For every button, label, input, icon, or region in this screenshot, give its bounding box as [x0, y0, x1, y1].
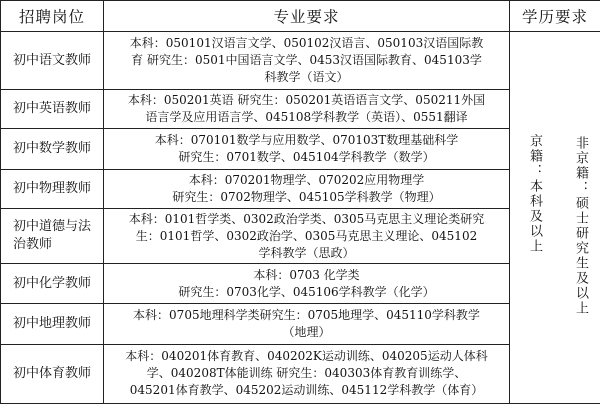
education-non-beijing: 非京籍：硕士研究生及以上: [573, 135, 588, 316]
position-cell: 初中体育教师: [1, 344, 104, 403]
major-cell: [104, 344, 510, 403]
major-line: 研究生：0702物理学、045105学科教学（物理）: [172, 189, 441, 204]
major-line: 本科：0101哲学类、0302政治学类、0305马克思主义理论类研究: [128, 211, 485, 226]
major-line: 本科：0703 化学类: [253, 267, 360, 282]
position-cell: 初中英语教师: [1, 90, 104, 128]
major-line: 学科教学（思政）: [258, 245, 355, 260]
major-cell: [104, 304, 510, 344]
header-education: 学历要求: [510, 1, 600, 32]
major-line: 科教学（语文）: [264, 70, 349, 85]
major-line: 本科：050101汉语言文学、050102汉语言、050103汉语国际教: [129, 36, 484, 51]
major-line: 学、040208T体能训练 研究生：040303体育教育训练学、: [146, 366, 467, 381]
major-line: 本科：0705地理科学类研究生：0705地理学、045110学科教学: [133, 308, 480, 323]
major-line: 本科：070101数学与应用数学、070103T数理基础科学: [154, 132, 459, 147]
position-cell: [1, 209, 104, 264]
header-major: 专业要求: [104, 1, 510, 32]
header-position: 招聘岗位: [1, 1, 104, 32]
education-cell: [510, 32, 600, 404]
major-line: 本科：040201体育教育、040202K运动训练、040205运动人体科: [125, 349, 488, 364]
major-line: 生：0101哲学、0302政治学、0305马克思主义理论、045102: [135, 228, 478, 243]
major-cell: [104, 169, 510, 208]
position-cell: 初中地理教师: [1, 304, 104, 344]
major-cell: [104, 90, 510, 128]
major-cell: [104, 32, 510, 90]
position-cell: 初中语文教师: [1, 32, 104, 90]
position-line: 治教师: [12, 237, 52, 253]
major-line: （地理）: [282, 325, 331, 340]
major-cell: [104, 209, 510, 264]
table-row: [1, 32, 600, 90]
position-cell: 初中数学教师: [1, 128, 104, 169]
major-line: 本科：070201物理学、070202应用物理学: [188, 172, 425, 187]
position-cell: 初中化学教师: [1, 264, 104, 304]
major-line: 本科：050201英语 研究生：050201英语语言文学、050211外国: [127, 93, 486, 108]
education-beijing: 京籍：本科及以上: [527, 133, 542, 254]
major-line: 研究生：0701数学、045104学科教学（数学）: [178, 149, 435, 164]
major-line: 育 研究生：0501中国语言文学、0453汉语国际教育、045103学: [131, 53, 482, 68]
position-cell: 初中物理教师: [1, 169, 104, 208]
major-line: 语言学及应用语言学、045108学科教学（英语）、0551翻译: [145, 110, 468, 125]
table-header-row: [1, 1, 600, 32]
major-line: 045201体育教学、045202运动训练、045112学科教学（体育）: [129, 383, 484, 398]
major-cell: [104, 264, 510, 304]
major-line: 研究生：0703化学、045106学科教学（化学）: [178, 284, 435, 299]
position-line: 初中道德与法: [12, 219, 91, 235]
major-cell: [104, 128, 510, 169]
